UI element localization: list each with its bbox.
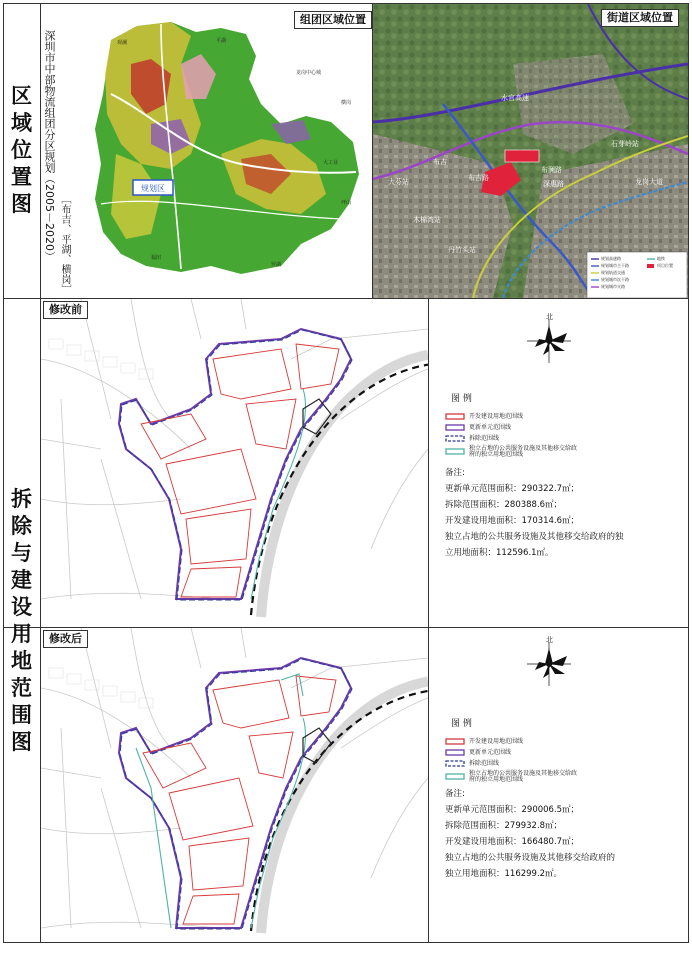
- before-legend-item: 开发建设用地范围线: [445, 413, 523, 421]
- demolition-title-char: 拆: [11, 487, 32, 511]
- location-title-char: 置: [11, 165, 32, 189]
- cluster-place-label: 横岗: [341, 100, 352, 106]
- street-road-label: 布吉: [433, 158, 447, 166]
- street-legend-label: 规划轨道交通: [601, 270, 625, 275]
- after-note-line: 独立占地的公共服务设施及其他移交给政府的: [445, 853, 616, 863]
- public-facility-boundary: [281, 674, 303, 696]
- development-land-block: [186, 509, 251, 564]
- demolition-title-char: 除: [11, 514, 32, 538]
- legend-swatch-icon: [445, 760, 465, 768]
- location-title-char: 域: [11, 111, 32, 135]
- street-map-graphic: [373, 4, 688, 298]
- after-legend-item: 开发建设用地范围线: [445, 738, 523, 746]
- cluster-place-label: 坪山: [341, 200, 352, 206]
- north-label: 北: [546, 313, 553, 321]
- location-title-char: 图: [11, 192, 32, 216]
- street-road-label: 布澜路: [541, 166, 562, 174]
- street-location-map: [373, 4, 688, 298]
- legend-swatch-icon: [445, 413, 465, 421]
- before-legend-item: 拆除范围线: [445, 435, 499, 443]
- before-panel: [41, 299, 688, 627]
- public-facility-boundary: [136, 748, 171, 928]
- before-note-line: 拆除范围面积：280388.6㎡；: [445, 500, 563, 510]
- street-legend-swatch: [647, 264, 654, 268]
- plan-title: 深圳市中部物流组团分区规划（2005－2020）: [43, 30, 56, 262]
- after-note-line: 开发建设用地面积：166480.7㎡；: [445, 837, 580, 847]
- after-plan-map: [41, 628, 428, 943]
- legend-swatch-icon: [445, 424, 465, 432]
- demolition-title-char: 地: [11, 649, 32, 673]
- street-road-label: 布吉路: [468, 174, 489, 182]
- development-land-block: [213, 349, 291, 399]
- development-land-block: [166, 449, 256, 514]
- street-legend-label: 项目位置: [657, 263, 673, 268]
- street-road-label: 石芽岭站: [611, 140, 639, 148]
- after-notes-title: 备注:: [445, 789, 465, 799]
- cluster-place-label: 罗湖: [271, 262, 282, 268]
- development-land-block: [189, 838, 249, 890]
- demolition-title-char: 设: [11, 595, 32, 619]
- location-section-title: [3, 3, 40, 298]
- demolition-title-char: 围: [11, 703, 32, 727]
- development-land-block: [181, 567, 241, 597]
- legend-swatch-icon: [445, 435, 465, 443]
- after-panel: [41, 628, 688, 943]
- street-legend-label: 规划高速路: [601, 256, 621, 261]
- development-land-block: [249, 732, 293, 778]
- before-note-line: 更新单元范围面积：290322.7㎡；: [445, 484, 580, 494]
- demolition-title-char: 建: [11, 568, 32, 592]
- before-legend-title: 图 例: [451, 394, 472, 404]
- before-notes-title: 备注:: [445, 468, 465, 478]
- street-road-label: 木棉湾站: [413, 216, 441, 224]
- legend-swatch-icon: [445, 448, 465, 456]
- street-road-label: 龙岗大道: [635, 178, 663, 186]
- plan-subtitle: ［布吉、平湖、横岗］: [59, 194, 70, 294]
- street-legend-label: 地铁: [657, 256, 665, 261]
- legend-swatch-icon: [445, 738, 465, 746]
- development-land-block: [183, 894, 239, 924]
- cluster-place-label: 观澜: [117, 40, 128, 46]
- street-road-label: 深惠路: [543, 180, 564, 188]
- cluster-place-label: 福田: [151, 255, 162, 261]
- development-land-block: [213, 680, 289, 728]
- cluster-place-label: 平湖: [216, 38, 227, 44]
- development-land-block: [141, 414, 206, 459]
- street-legend-label: 规划城市支路: [601, 284, 625, 289]
- before-note-line: 立用地面积：112596.1㎡。: [445, 548, 554, 558]
- cluster-place-label: 龙岗中心城: [296, 70, 322, 76]
- cluster-location-map: [41, 4, 371, 298]
- unit-boundary: [119, 658, 351, 928]
- after-legend-item: 拆除范围线: [445, 760, 499, 768]
- after-note-line: 更新单元范围面积：290006.5㎡；: [445, 805, 580, 815]
- development-land-block: [296, 676, 336, 716]
- street-road-label: 水官高速: [501, 94, 529, 102]
- after-note-line: 拆除范围面积：279932.8㎡；: [445, 821, 563, 831]
- development-land-block: [143, 743, 206, 788]
- plan-area-label: 规划区: [141, 184, 165, 193]
- cluster-map-graphic: [41, 4, 371, 298]
- legend-swatch-icon: [445, 773, 465, 781]
- cluster-place-label: 大工业: [323, 160, 339, 166]
- development-land-block: [246, 399, 296, 449]
- after-note-line: 独立用地面积：116299.2㎡。: [445, 869, 563, 879]
- before-plan-map: [41, 299, 428, 627]
- development-land-block: [296, 344, 339, 389]
- north-label: 北: [546, 636, 553, 644]
- unit-boundary: [119, 329, 351, 599]
- development-land-block: [169, 778, 253, 840]
- after-tag: 修改后: [43, 630, 88, 648]
- street-legend-label: 规划城市次干路: [601, 277, 629, 282]
- demolition-section-title: [3, 299, 40, 943]
- after-legend-item: 独立占地的公共服务设施及其他移交给政府的独立用地范围线: [445, 771, 579, 783]
- street-legend-label: 规划城市主干路: [601, 263, 629, 268]
- location-title-char: 区: [11, 84, 32, 108]
- demolition-title-char: 范: [11, 676, 32, 700]
- demolition-title-char: 用: [11, 622, 32, 646]
- street-location-tag: 街道区域位置: [601, 9, 679, 27]
- street-road-label: 大芬站: [388, 178, 409, 186]
- location-title-char: 位: [11, 138, 32, 162]
- demolition-title-char: 与: [11, 541, 32, 565]
- legend-swatch-icon: [445, 749, 465, 757]
- before-tag: 修改前: [43, 301, 88, 319]
- before-legend-item: 更新单元范围线: [445, 424, 511, 432]
- north-arrow-icon: [519, 311, 579, 371]
- demolition-title-char: 图: [11, 730, 32, 754]
- before-note-line: 独立占地的公共服务设施及其他移交给政府的独: [445, 532, 624, 542]
- before-legend-item: 独立占地的公共服务设施及其他移交给政府的独立用地范围线: [445, 446, 579, 458]
- cluster-location-tag: 组团区域位置: [294, 11, 372, 29]
- before-note-line: 开发建设用地面积：170314.6㎡；: [445, 516, 580, 526]
- plan-legend-divider: [428, 299, 429, 943]
- demolition-boundary: [120, 659, 352, 929]
- north-arrow-icon: [519, 634, 579, 694]
- after-legend-item: 更新单元范围线: [445, 749, 511, 757]
- street-road-label: 丹竹头站: [448, 246, 476, 254]
- after-legend-title: 图 例: [451, 719, 472, 729]
